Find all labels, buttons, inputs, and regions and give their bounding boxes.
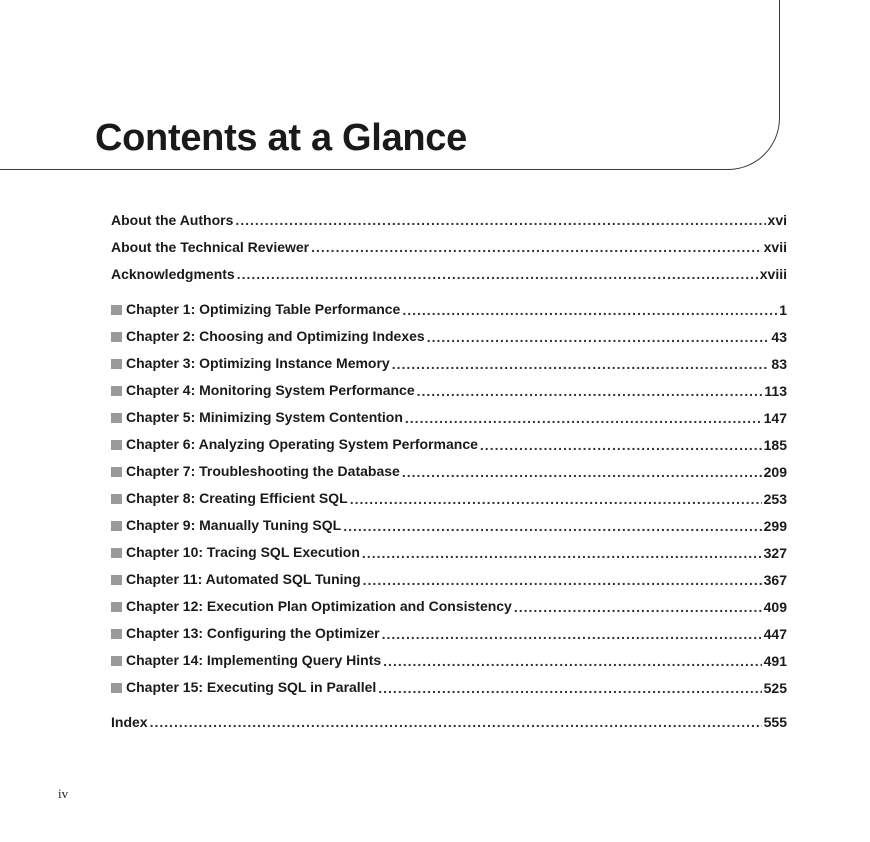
toc-page-number: 409 bbox=[763, 598, 787, 615]
toc-entry-label bbox=[111, 650, 381, 670]
toc-front-matter-entry[interactable] bbox=[111, 264, 787, 291]
dot-leader bbox=[363, 570, 762, 590]
square-bullet-icon bbox=[111, 548, 122, 558]
toc-entry-label bbox=[111, 326, 425, 346]
toc-page-number: 1 bbox=[779, 301, 787, 318]
toc-entry-title: Chapter 11: Automated SQL Tuning bbox=[126, 571, 361, 587]
square-bullet-icon bbox=[111, 467, 122, 477]
dot-leader bbox=[405, 408, 762, 428]
toc-entry-label bbox=[111, 623, 380, 643]
dot-leader bbox=[382, 624, 762, 644]
toc-page-number: 327 bbox=[763, 544, 787, 561]
square-bullet-icon bbox=[111, 386, 122, 396]
toc-chapter-entry[interactable] bbox=[111, 650, 787, 677]
toc-entry-title: Chapter 6: Analyzing Operating System Performance bbox=[126, 436, 478, 452]
toc-entry-title: About the Authors bbox=[111, 212, 234, 228]
toc-front-matter-entry[interactable] bbox=[111, 210, 787, 237]
page-title: Contents at a Glance bbox=[95, 117, 467, 160]
dot-leader bbox=[378, 678, 761, 698]
toc-entry-title: Chapter 1: Optimizing Table Performance bbox=[126, 301, 401, 317]
toc-entry-label bbox=[111, 712, 148, 732]
toc-entry-title: Chapter 8: Creating Efficient SQL bbox=[126, 490, 348, 506]
toc-page-number: xvi bbox=[767, 212, 787, 228]
page-number: iv bbox=[58, 786, 69, 801]
toc-entry-label bbox=[111, 461, 400, 481]
toc-chapter-entry[interactable] bbox=[111, 677, 787, 704]
toc-page-number: xvii bbox=[763, 239, 787, 255]
dot-leader bbox=[402, 300, 777, 320]
toc-chapter-entry[interactable] bbox=[111, 407, 787, 434]
toc-page-number: 491 bbox=[763, 652, 787, 669]
toc-entry-label bbox=[111, 237, 309, 257]
toc-entry-label bbox=[111, 210, 233, 230]
dot-leader bbox=[402, 462, 762, 482]
toc-chapter-entry[interactable] bbox=[111, 515, 787, 542]
toc-entry-title: Chapter 10: Tracing SQL Execution bbox=[126, 544, 360, 560]
toc-page-number: 185 bbox=[763, 436, 787, 453]
toc-entry-label bbox=[111, 407, 403, 427]
dot-leader bbox=[392, 354, 770, 374]
toc-entry-label bbox=[111, 515, 341, 535]
table-of-contents bbox=[111, 210, 787, 739]
toc-entry-label bbox=[111, 596, 512, 616]
dot-leader bbox=[343, 516, 761, 536]
toc-front-matter-entry[interactable] bbox=[111, 237, 787, 264]
toc-entry-title: Index bbox=[111, 714, 148, 730]
dot-leader bbox=[150, 712, 762, 732]
toc-entry-label bbox=[111, 299, 400, 319]
toc-chapter-entry[interactable] bbox=[111, 299, 787, 326]
dot-leader bbox=[235, 210, 765, 230]
toc-page-number: 525 bbox=[763, 679, 787, 696]
toc-entry-title: Chapter 15: Executing SQL in Parallel bbox=[126, 679, 377, 695]
toc-entry-title: Chapter 2: Choosing and Optimizing Indexes bbox=[126, 328, 425, 344]
toc-back-matter-entry[interactable] bbox=[111, 712, 787, 739]
toc-entry-title: About the Technical Reviewer bbox=[111, 239, 310, 255]
toc-chapter-entry[interactable] bbox=[111, 326, 787, 353]
dot-leader bbox=[383, 651, 761, 671]
square-bullet-icon bbox=[111, 521, 122, 531]
toc-chapter-entry[interactable] bbox=[111, 488, 787, 515]
toc-entry-label bbox=[111, 434, 478, 454]
toc-chapter-entry[interactable] bbox=[111, 461, 787, 488]
toc-chapter-entry[interactable] bbox=[111, 434, 787, 461]
dot-leader bbox=[514, 597, 762, 617]
toc-chapter-entry[interactable] bbox=[111, 542, 787, 569]
toc-page-number: 367 bbox=[763, 571, 787, 588]
square-bullet-icon bbox=[111, 575, 122, 585]
toc-page-number: 253 bbox=[763, 490, 787, 507]
square-bullet-icon bbox=[111, 656, 122, 666]
toc-entry-title: Chapter 12: Execution Plan Optimization and Consistency bbox=[126, 598, 512, 614]
toc-page-number: 299 bbox=[763, 517, 787, 534]
square-bullet-icon bbox=[111, 359, 122, 369]
toc-chapter-entry[interactable] bbox=[111, 596, 787, 623]
toc-entry-label bbox=[111, 488, 348, 508]
toc-entry-title: Chapter 4: Monitoring System Performance bbox=[126, 382, 415, 398]
dot-leader bbox=[480, 435, 762, 455]
dot-leader bbox=[350, 489, 762, 509]
toc-page-number: 555 bbox=[763, 714, 787, 730]
back-matter-list bbox=[111, 712, 787, 739]
square-bullet-icon bbox=[111, 683, 122, 693]
toc-entry-title: Chapter 14: Implementing Query Hints bbox=[126, 652, 382, 668]
toc-page-number: 447 bbox=[763, 625, 787, 642]
toc-entry-title: Chapter 9: Manually Tuning SQL bbox=[126, 517, 342, 533]
dot-leader bbox=[427, 327, 770, 347]
dot-leader bbox=[237, 264, 758, 284]
toc-chapter-entry[interactable] bbox=[111, 623, 787, 650]
toc-page-number: xviii bbox=[759, 266, 787, 282]
toc-page-number: 113 bbox=[764, 382, 787, 399]
toc-entry-title: Chapter 3: Optimizing Instance Memory bbox=[126, 355, 390, 371]
square-bullet-icon bbox=[111, 602, 122, 612]
square-bullet-icon bbox=[111, 494, 122, 504]
square-bullet-icon bbox=[111, 413, 122, 423]
toc-page-number: 147 bbox=[763, 409, 787, 426]
square-bullet-icon bbox=[111, 332, 122, 342]
toc-entry-label bbox=[111, 542, 360, 562]
toc-entry-label bbox=[111, 380, 415, 400]
dot-leader bbox=[362, 543, 762, 563]
toc-page-number: 43 bbox=[771, 328, 787, 345]
dot-leader bbox=[311, 237, 762, 257]
square-bullet-icon bbox=[111, 629, 122, 639]
toc-entry-title: Acknowledgments bbox=[111, 266, 235, 282]
toc-entry-title: Chapter 5: Minimizing System Contention bbox=[126, 409, 403, 425]
toc-page-number: 83 bbox=[771, 355, 787, 372]
toc-entry-title: Chapter 13: Configuring the Optimizer bbox=[126, 625, 380, 641]
square-bullet-icon bbox=[111, 305, 122, 315]
front-matter-list bbox=[111, 210, 787, 291]
toc-entry-label bbox=[111, 353, 390, 373]
toc-chapter-entry[interactable] bbox=[111, 353, 787, 380]
toc-entry-label bbox=[111, 677, 376, 697]
toc-entry-label bbox=[111, 264, 235, 284]
square-bullet-icon bbox=[111, 440, 122, 450]
toc-page-number: 209 bbox=[763, 463, 787, 480]
toc-chapter-entry[interactable] bbox=[111, 569, 787, 596]
dot-leader bbox=[417, 381, 763, 401]
toc-chapter-entry[interactable] bbox=[111, 380, 787, 407]
toc-entry-title: Chapter 7: Troubleshooting the Database bbox=[126, 463, 400, 479]
chapter-list bbox=[111, 299, 787, 704]
toc-entry-label bbox=[111, 569, 361, 589]
